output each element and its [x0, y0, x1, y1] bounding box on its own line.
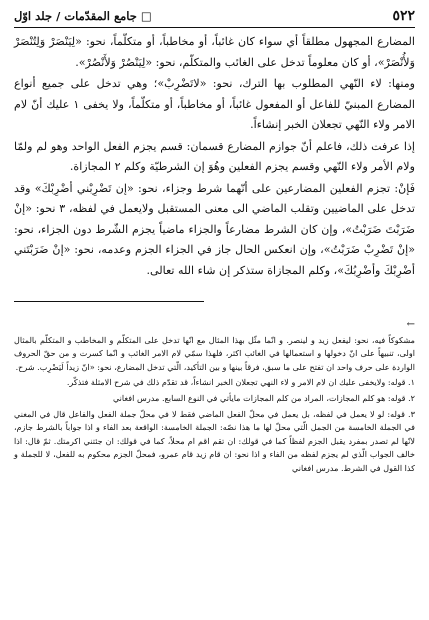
footnote: مشكوكاً فيه، نحو: ليفعل زيد و لينصر. و انّما مثّل بهذا المثال مع انّها تدخل على المتكلّم و المخاطب و المتكلّم بالمثال اولى، تنبيهاً على انّ دخولها و استعمالها في الغائب اكثر، فلهذا سمّي لام الامر الغائب و انّما كسرت و من حقّ الحروف الواردة على حرف واحد ان تفتح على ما سبق، فرقاً بينها و بين التأكيد، الّتي تدخل المضارع، نحو: «انّ زيداً لَيَضْرِب. شرح.: [14, 334, 415, 372]
footnote: ١. قوله: ولايخفى عليك ان لام الامر و لاء النهي تجعلان الخبر انشاءاً، قد تقدّم ذلك في شرح الامثلة فتذكّر.: [66, 377, 415, 388]
main-text: [14, 32, 415, 281]
page-header: [14, 8, 415, 28]
paragraph: إذا عرفت ذلك، فاعلم أنّ جوازم المضارع قسمان: قسم يجزم الفعل الواحد وهو لم ولمّا ولام الأمر ولاء النّهي وقسم يجزم الفعلين وهُوَ إن الشرطيّة وكلم ٢ المجازاة.: [14, 139, 415, 173]
paragraph: فَإنْ: تجزم الفعلين المضارعين على أنّهما شرط وجزاء، نحو: «إن تَضْرِبْني أضْرِبْكَ» وقد تدخل على الماضيين وتقلب الماضي الى معنى المستقبل ولايعمل في لفظه، ٣ نحو: «إنْ ضَرَبْتَ ضَرَبْتُ»، وإن كان الشرط مضارعاً والجزاء ماضياً يجزم الشّرط دون الجزاء، نحو: «إنْ تَضْرِبْ ضَرَبْتُ»، وإن انعكس الحال جاز في الجزاء الجزم وعدمه، نحو: «إنْ ضَرَبْتَني أضْرِبْكَ وأضْرِبُكَ»، وكلم المجازاة ستذكر إن شاء الله تعالى.: [14, 181, 415, 277]
running-title: □ جامع المقدّمات / جلد اوّل: [14, 9, 152, 23]
footnote-separator: [14, 301, 204, 302]
footnote: ٢. قوله: هو كلم المجازات، المراد من كلم المجازات مايأتي في النوع السابع. مدرس افغاني: [112, 392, 415, 403]
continuation-arrow-icon: ←: [406, 319, 415, 330]
page-number: ٥٢٢: [392, 8, 415, 24]
paragraph: المضارع المجهول مطلقاً أي سواء كان غائباً، أو مخاطباً، أو متكلّماً، نحو: «لِيَنْصَرْ وَلِتُنْصَرْ وَلأُنْصَرْ»، أو كان معلوماً تدخل على الغائب والمتكلّم، نحو: «لِيَنْصُرْ وَلأَنْصُرْ».: [14, 35, 415, 69]
footnotes: [14, 318, 415, 476]
footnote: ٣. قوله: لو لا يعمل في لفظه، بل يعمل في محلّ الفعل الماضي فقط لا في محلّ جملة الفعل والفاعل قال في المغني في الجملة الخامسة من الجمل الّتي محلّ لها ما هذا نصّه: الجملة الخامسة: الواقعة بعد الفاء و اذا جواباً بالشرط جازم، لانّها لم تصدر بمفرد يقبل الجزم لفظاً كما في قولك: ان تقم اقم ام محلاً، كما في قولك: ان جئتني اكرمتك. ثمّ قال: اذا خالف الجواب الّذي لم يجزم لفظه من الفاء و اذا نحو: ان قام زيد قام عمرو، فمحلّ الجزم محكوم به للفعل، لا للجملة و كذا القول في الشرط. مدرس افغاني: [14, 408, 415, 473]
paragraph: ومنها: لاء النّهي المطلوب بها الترك، نحو: «لاتَضْرِبْ»؛ وهي تدخل على جميع أنواع المضارع المبنيّ للفاعل أو المفعول غائباً، أو مخاطباً، أو متكلّماً، ولا يخفى ١ عليك أنّ لام الامر ولاء النّهي تجعلان الخبر إنشاءاً.: [14, 77, 415, 131]
